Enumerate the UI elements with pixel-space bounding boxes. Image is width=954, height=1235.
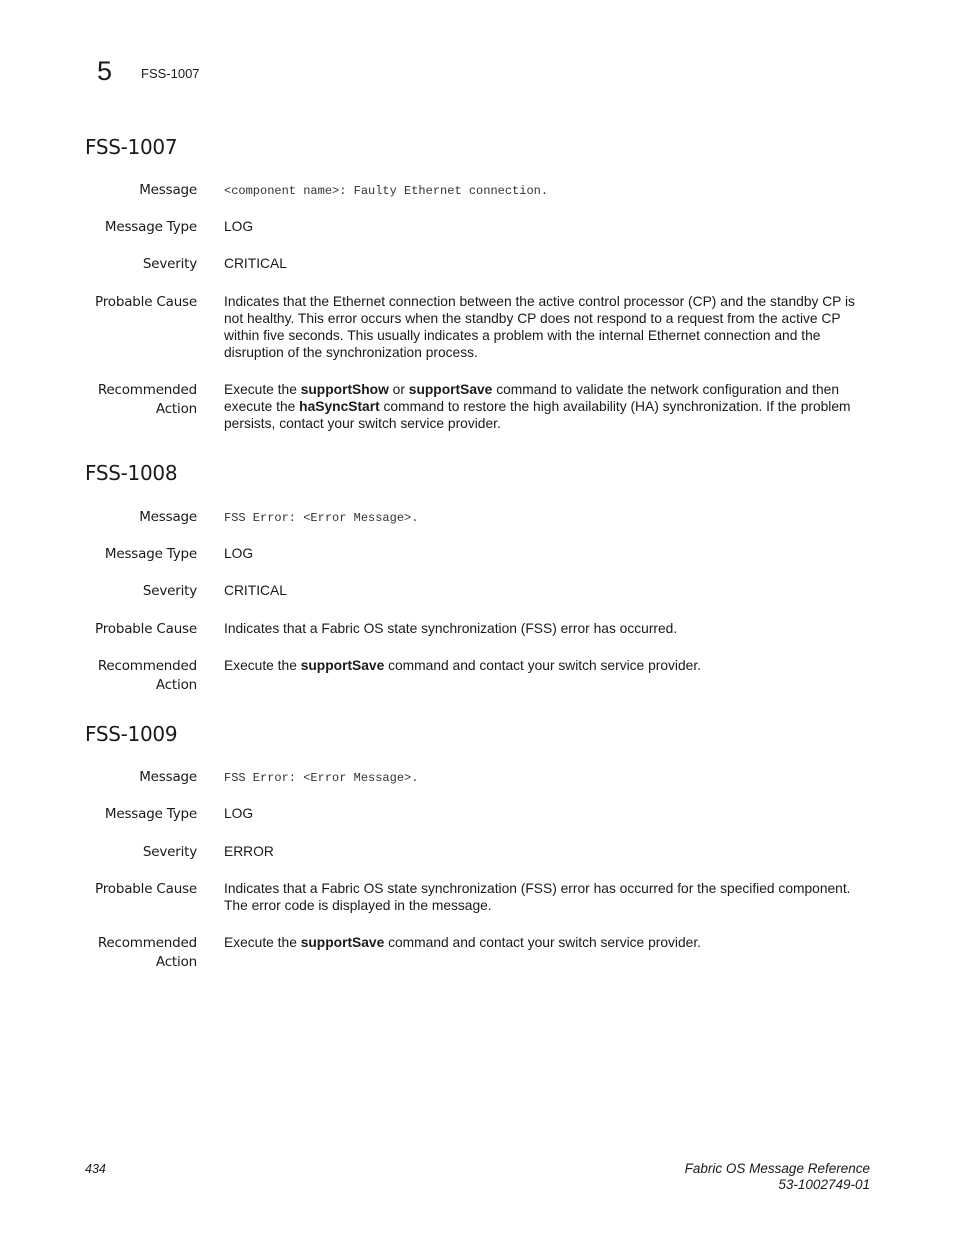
document-title: Fabric OS Message Reference	[684, 1161, 870, 1176]
command-name: supportSave	[300, 935, 385, 950]
field-label: Message	[139, 769, 197, 785]
label-line: Recommended	[97, 658, 197, 674]
probable-cause-text: Indicates that a Fabric OS state synchronization (FSS) error has occurred.	[224, 621, 678, 636]
field-label: Message Type	[104, 806, 197, 822]
field-label: Message Type	[104, 546, 197, 562]
message-type-value: LOG	[224, 219, 254, 234]
message-text: FSS Error: <Error Message>.	[224, 511, 419, 525]
document-info	[685, 1161, 870, 1193]
severity-value: ERROR	[224, 844, 274, 859]
label-line: Action	[155, 401, 197, 417]
field-label: Severity	[142, 844, 197, 860]
probable-cause-text: Indicates that the Ethernet connection between the active control processor (CP) and the standby CP is not healthy. This error occurs when the standby CP does not respond to a request from the active CP within five seconds. This usually indicates a problem with the internal Ethernet connection and the disruption of the synchronization process.	[224, 294, 855, 360]
recommended-action-text: Execute the supportShow or supportSave command to validate the network configuration and then execute the haSyncStart command to restore the high availability (HA) synchronization. If the problem persists, contact your switch service provider.	[224, 382, 851, 431]
running-title: FSS-1007	[141, 66, 200, 81]
field-label	[47, 934, 197, 972]
command-name: haSyncStart	[299, 399, 380, 414]
field-label: Message Type	[104, 219, 197, 235]
message-type-value: LOG	[224, 806, 254, 821]
chapter-number: 5	[97, 56, 113, 86]
field-label	[47, 381, 197, 419]
message-text: <component name>: Faulty Ethernet connection.	[224, 184, 549, 198]
recommended-action-text: Execute the supportSave command and contact your switch service provider.	[224, 935, 701, 950]
message-text: FSS Error: <Error Message>.	[224, 771, 419, 785]
severity-value: CRITICAL	[224, 256, 287, 271]
field-label: Probable Cause	[95, 881, 197, 897]
entry-title: FSS-1008	[85, 461, 178, 485]
label-line: Action	[155, 954, 197, 970]
entry-title: FSS-1007	[85, 135, 178, 159]
label-line: Recommended	[97, 382, 197, 398]
field-label: Severity	[142, 583, 197, 599]
message-type-value: LOG	[224, 546, 254, 561]
label-line: Recommended	[97, 935, 197, 951]
command-name: supportShow	[300, 382, 389, 397]
severity-value: CRITICAL	[224, 583, 287, 598]
field-label: Message	[139, 182, 197, 198]
field-label: Severity	[142, 256, 197, 272]
field-label: Message	[139, 509, 197, 525]
command-name: supportSave	[300, 658, 385, 673]
entry-title: FSS-1009	[85, 722, 178, 746]
page-number: 434	[85, 1162, 106, 1176]
recommended-action-text: Execute the supportSave command and contact your switch service provider.	[224, 658, 701, 673]
field-label	[47, 657, 197, 695]
field-label: Probable Cause	[95, 621, 197, 637]
label-line: Action	[155, 677, 197, 693]
command-name: supportSave	[408, 382, 493, 397]
document-number: 53-1002749-01	[778, 1177, 870, 1192]
field-label: Probable Cause	[95, 294, 197, 310]
probable-cause-text: Indicates that a Fabric OS state synchronization (FSS) error has occurred for the specified component. The error code is displayed in the message.	[224, 881, 851, 913]
